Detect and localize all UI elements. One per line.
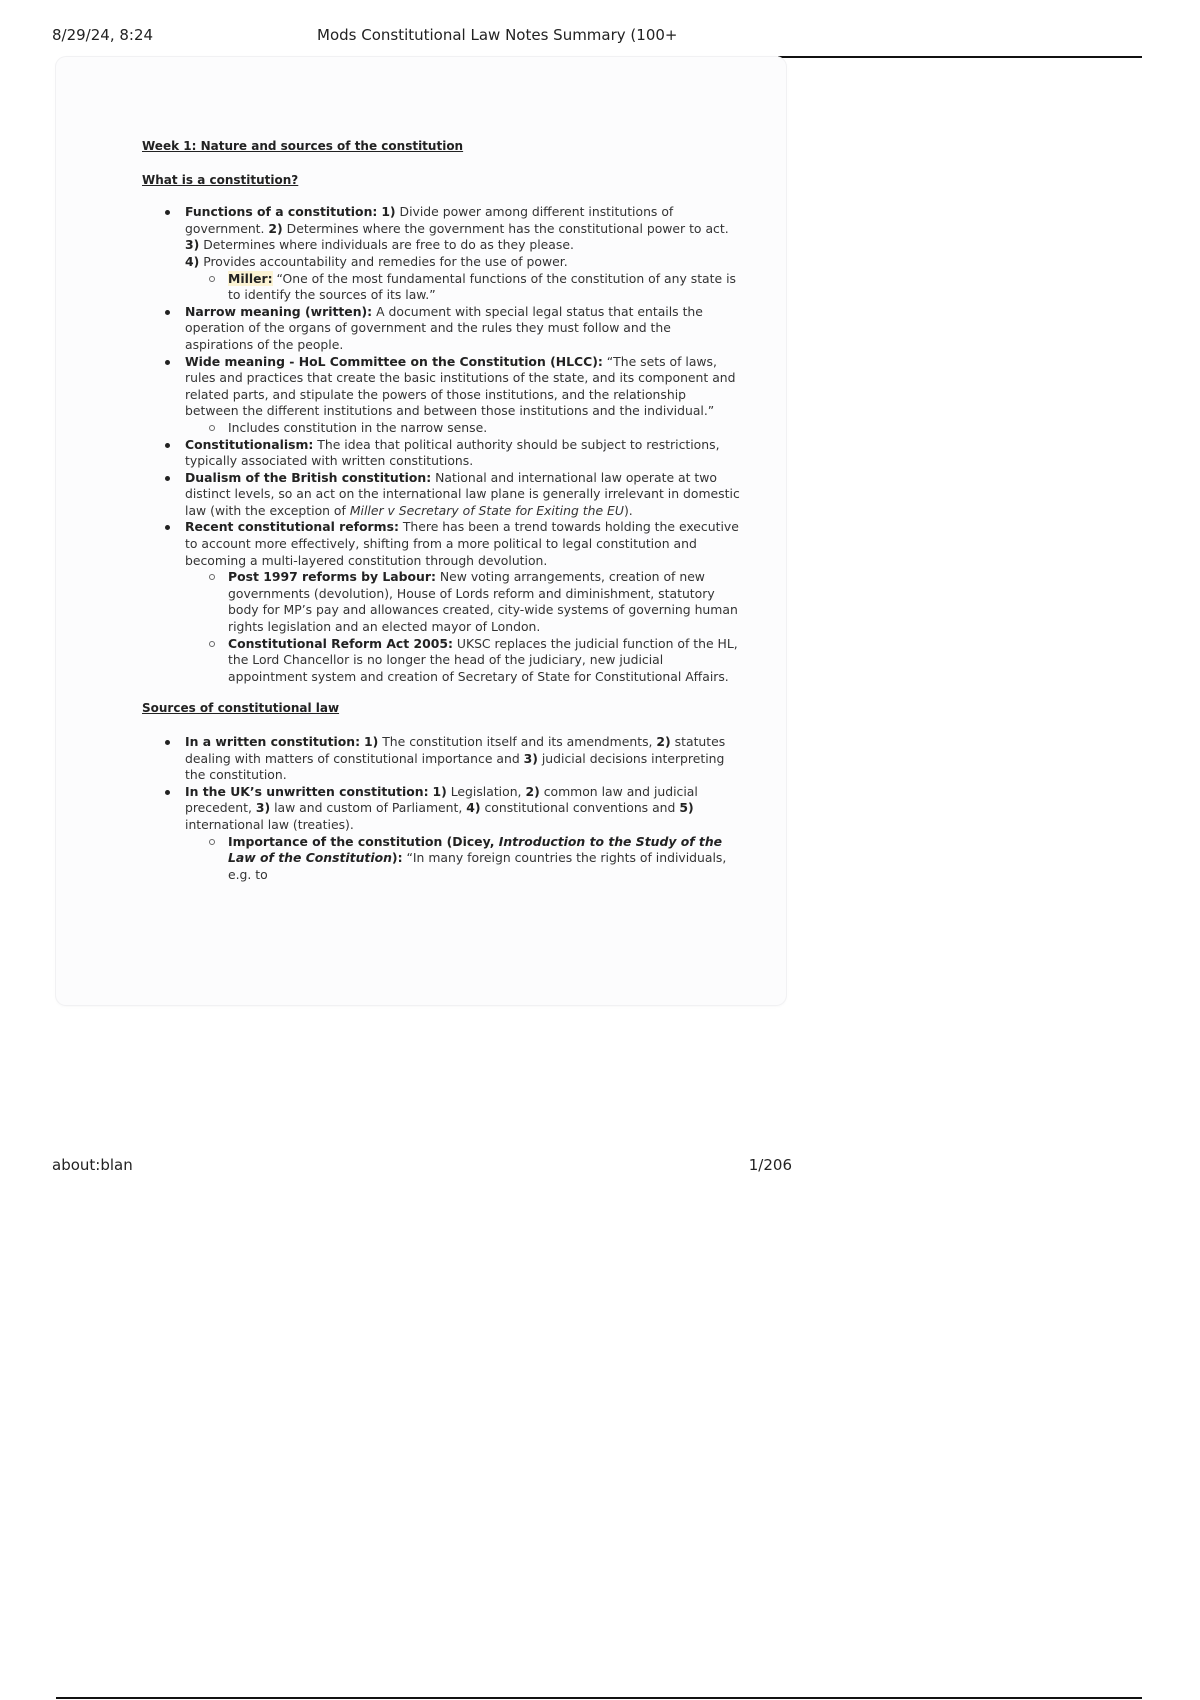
- constitutionalism-label: Constitutionalism:: [185, 436, 314, 452]
- print-header: [52, 26, 1142, 50]
- text: Divide power among different institutions of government.: [185, 204, 674, 236]
- wide-text: “The sets of laws, rules and practices that create the basic institutions of the state, and its component and related parts, and stipulate the powers of those institutions, and the relationship between the different institutions and between those institutions and the individual.”: [185, 353, 736, 419]
- list-item-functions: [142, 204, 742, 304]
- miller-quote: “One of the most fundamental functions of the constitution of any state is to identify the sources of its law.”: [228, 270, 736, 303]
- text: international law (treaties).: [185, 816, 354, 832]
- heading-sources: Sources of constitutional law: [142, 701, 340, 716]
- sub-item-post-1997: [185, 569, 742, 635]
- header-rule: [778, 56, 1142, 58]
- sub-list: [185, 420, 742, 437]
- constitution-list: [142, 204, 742, 685]
- dicey-label: Importance of the constitution (Dicey,: [228, 833, 499, 849]
- print-footer: [52, 1156, 792, 1176]
- narrow-label: Narrow meaning (written):: [185, 303, 373, 319]
- text: constitutional conventions and: [480, 800, 680, 816]
- list-item-recent-reforms: [142, 519, 742, 685]
- print-date: 8/29/24, 8:24: [52, 26, 154, 44]
- print-title: Mods Constitutional Law Notes Summary (100+: [317, 26, 678, 44]
- text: statutes dealing with matters of constitutional importance and: [185, 734, 726, 766]
- written-label: In a written constitution:: [185, 734, 361, 749]
- num: 1): [364, 734, 379, 749]
- num: 3): [185, 237, 200, 253]
- text: Determines where the government has the constitutional power to act.: [282, 220, 729, 236]
- num: 2): [656, 734, 671, 749]
- sub-list: [185, 569, 742, 685]
- dualism-label: Dualism of the British constitution:: [185, 469, 432, 485]
- list-item-narrow-meaning: [142, 304, 742, 354]
- heading-what-is-constitution: What is a constitution?: [142, 172, 299, 187]
- miller-label: Miller:: [228, 270, 273, 286]
- sub-text: Includes constitution in the narrow sense.: [228, 419, 488, 435]
- heading-week-1: Week 1: Nature and sources of the constitution: [142, 139, 464, 153]
- dicey-label-end: ):: [391, 850, 403, 866]
- uk-label: In the UK’s unwritten constitution:: [185, 783, 429, 799]
- post-1997-label: Post 1997 reforms by Labour:: [228, 569, 436, 585]
- text: ).: [623, 502, 633, 518]
- num: 2): [268, 220, 283, 236]
- page-number: 1/206: [748, 1156, 792, 1174]
- sub-item-cra-2005: [185, 636, 742, 686]
- recent-text: There has been a trend towards holding the executive to account more effectively, shifting from a more political to legal constitution and becoming a multi-layered constitution through devolution.: [185, 519, 739, 568]
- narrow-text: A document with special legal status that entails the operation of the organs of government and the rules they must follow and the aspirations of the people.: [185, 303, 703, 352]
- num: 3): [255, 800, 271, 816]
- book-title: Introduction to the Study of the Law of the Constitution: [228, 833, 723, 866]
- post-1997-text: New voting arrangements, creation of new governments (devolution), House of Lords reform and diminishment, statutory body for MP’s pay and allowances created, city-wide systems of governing human rights legislation and an elected mayor of London.: [228, 569, 738, 635]
- dicey-quote: “In many foreign countries the rights of individuals, e.g. to: [228, 850, 727, 882]
- sub-item-miller: [185, 271, 742, 304]
- text: judicial decisions interpreting the constitution.: [185, 750, 725, 783]
- num: 1): [381, 204, 396, 220]
- cra-text: UKSC replaces the judicial function of the HL, the Lord Chancellor is no longer the head of the judiciary, new judicial appointment system and creation of Secretary of State for Constitutional Affairs.: [228, 635, 738, 684]
- case-name: Miller v Secretary of State for Exiting the EU: [349, 502, 624, 518]
- list-item-dualism: [142, 470, 742, 520]
- list-item-written: [142, 734, 742, 784]
- sub-item-narrow-sense: [185, 420, 742, 437]
- list-item-constitutionalism: [142, 437, 742, 470]
- text: Determines where individuals are free to do as they please.: [199, 237, 574, 253]
- list-item-wide-meaning: [142, 354, 742, 437]
- sub-list: [185, 271, 742, 304]
- sub-list: [185, 834, 742, 884]
- recent-label: Recent constitutional reforms:: [185, 519, 399, 535]
- text: common law and judicial precedent,: [185, 783, 698, 816]
- sources-list: [142, 734, 742, 883]
- document-content: [142, 138, 742, 883]
- num: 4): [185, 253, 200, 269]
- text: The constitution itself and its amendments,: [378, 734, 657, 749]
- bottom-rule: [56, 1697, 1142, 1699]
- num: 1): [432, 783, 447, 799]
- num: 5): [679, 800, 694, 816]
- text: law and custom of Parliament,: [270, 800, 467, 816]
- functions-label: Functions of a constitution:: [185, 204, 378, 220]
- list-item-uk: [142, 784, 742, 884]
- cra-label: Constitutional Reform Act 2005:: [228, 635, 453, 651]
- text: Provides accountability and remedies for the use of power.: [199, 253, 568, 269]
- print-url: about:blan: [52, 1156, 133, 1174]
- num: 2): [525, 783, 540, 799]
- constitutionalism-text: The idea that political authority should be subject to restrictions, typically associated with written constitutions.: [185, 436, 720, 469]
- num: 3): [523, 750, 538, 766]
- text: Legislation,: [446, 783, 526, 799]
- dualism-text: National and international law operate at two distinct levels, so an act on the international law plane is generally irrelevant in domestic law (with the exception of: [185, 469, 740, 518]
- wide-label: Wide meaning - HoL Committee on the Constitution (HLCC):: [185, 353, 603, 369]
- num: 4): [466, 800, 481, 816]
- sub-item-dicey: [185, 834, 742, 884]
